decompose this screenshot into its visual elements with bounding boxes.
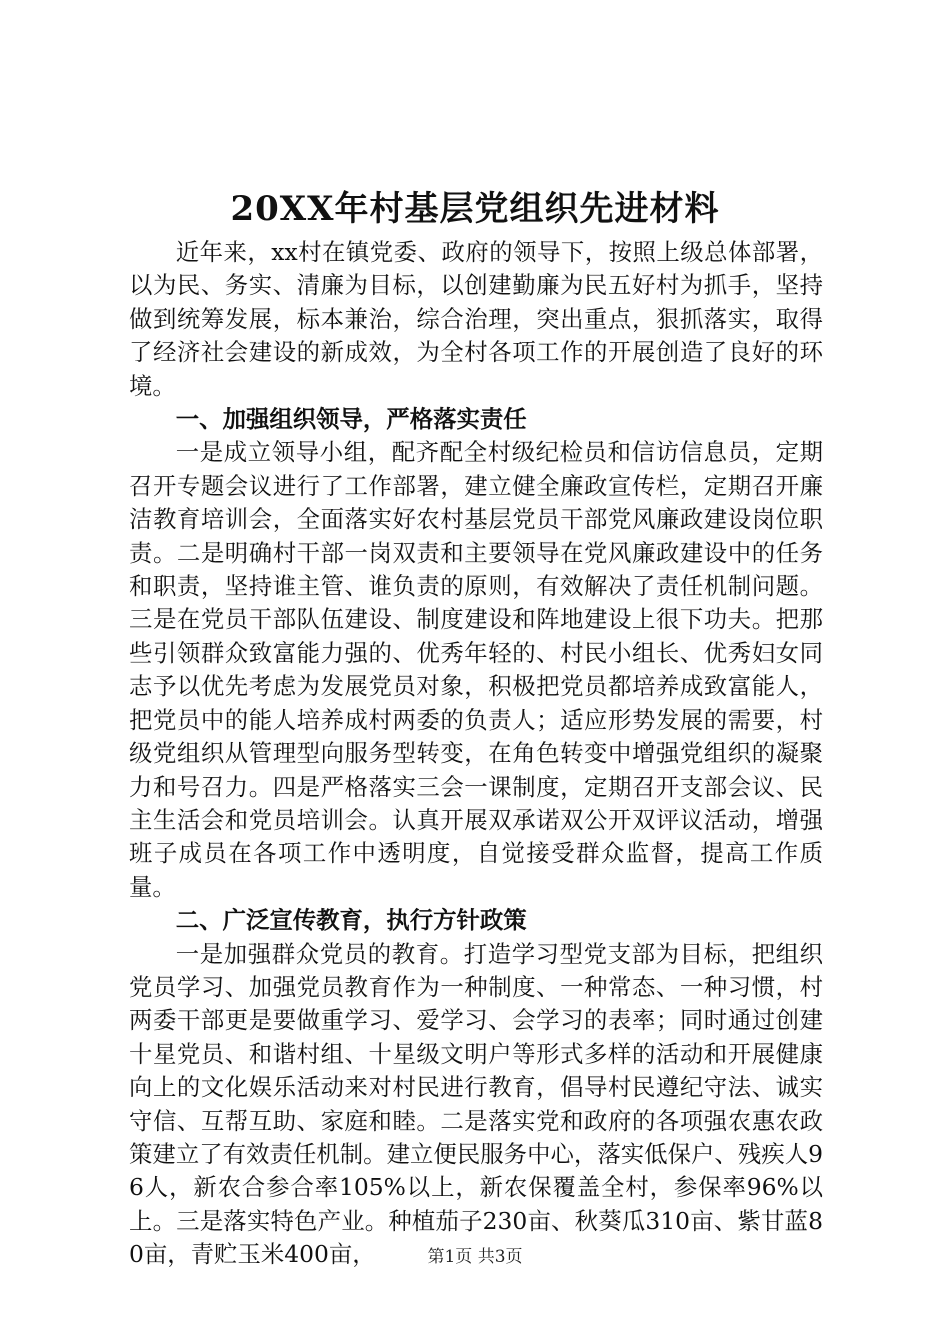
intro-paragraph: 近年来，xx村在镇党委、政府的领导下，按照上级总体部署，以为民、务实、清廉为目标，以创建勤廉为民五好村为抓手，坚持做到统筹发展，标本兼治，综合治理，突出重点，狠抓落实，取得了经济社会建设的新成效，为全村各项工作的开展创造了良好的环境。 (129, 238, 823, 400)
section-2-paragraph: 一是加强群众党员的教育。打造学习型党支部为目标，把组织党员学习、加强党员教育作为一种制度、一种常态、一种习惯，村两委干部更是要做重学习、爱学习、会学习的表率；同时通过创建十星党员、和谐村组、十星级文明户等形式多样的活动和开展健康向上的文化娱乐活动来对村民进行教育，倡导村民遵纪守法、诚实守信、互帮互助、家庭和睦。二是落实党和政府的各项强农惠农政策建立了有效责任机制。建立便民服务中心，落实低保户、残疾人96人，新农合参合率105%以上，新农保覆盖全村，参保率96%以上。三是落实特色产业。种植茄子230亩、秋葵瓜310亩、紫甘蓝80亩，青贮玉米400亩， (129, 939, 823, 1269)
section-1-paragraph: 一是成立领导小组，配齐配全村级纪检员和信访信息员，定期召开专题会议进行了工作部署，建立健全廉政宣传栏，定期召开廉洁教育培训会，全面落实好农村基层党员干部党风廉政建设岗位职责。二是明确村干部一岗双责和主要领导在党风廉政建设中的任务和职责，坚持谁主管、谁负责的原则，有效解决了责任机制问题。三是在党员干部队伍建设、制度建设和阵地建设上很下功夫。把那些引领群众致富能力强的、优秀年轻的、村民小组长、优秀妇女同志予以优先考虑为发展党员对象，积极把党员都培养成致富能人，把党员中的能人培养成村两委的负责人；适应形势发展的需要，村级党组织从管理型向服务型转变，在角色转变中增强党组织的凝聚力和号召力。四是严格落实三会一课制度，定期召开支部会议、民主生活会和党员培训会。认真开展双承诺双公开双评议活动，增强班子成员在各项工作中透明度，自觉接受群众监督，提高工作质量。 (129, 438, 823, 901)
document-title: 20XX年村基层党组织先进材料 (230, 189, 720, 229)
section-heading-2: 二、广泛宣传教育，执行方针政策 (175, 906, 527, 935)
document-body (129, 236, 823, 1272)
page-number-footer: 第1页 共3页 (427, 1247, 523, 1267)
section-heading-1: 一、加强组织领导，严格落实责任 (175, 405, 527, 434)
